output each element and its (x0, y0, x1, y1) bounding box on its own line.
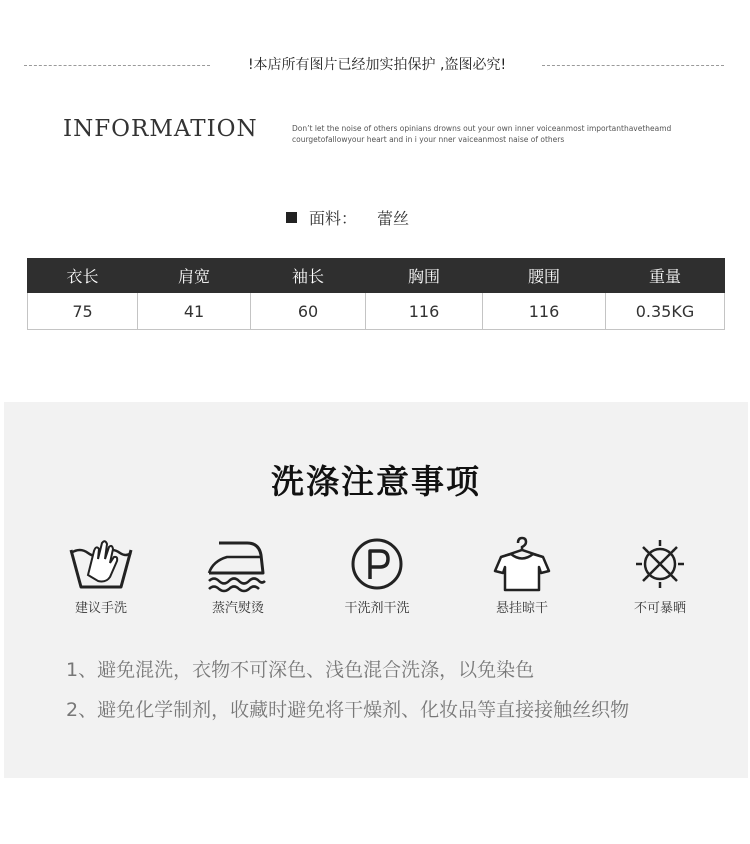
care-label-hang-dry: 悬挂晾干 (495, 601, 548, 616)
cell-waist: 116 (483, 293, 606, 330)
steam-iron-icon (203, 535, 273, 593)
size-table-header-row (28, 259, 725, 293)
dashed-divider-left (24, 65, 210, 66)
header-shoulder: 肩宽 (138, 259, 251, 293)
quote-line-1: Don’t let the noise of others opinians drowns out your own inner voiceanmost importanthavetheamd (292, 124, 672, 133)
cell-shoulder: 41 (138, 293, 251, 330)
no-sun-icon (625, 535, 695, 593)
care-label-hand-wash: 建议手洗 (74, 601, 127, 616)
care-note-2: 2、避免化学制剂，收藏时避免将干燥剂、化妆品等直接接触丝织物 (66, 699, 630, 721)
cell-bust: 116 (366, 293, 483, 330)
information-quote (292, 123, 712, 145)
care-label-dry-clean: 干洗剂干洗 (344, 601, 410, 616)
fabric-label: 面料： (309, 208, 358, 228)
care-item-hand-wash (41, 535, 161, 615)
care-label-no-sun: 不可暴晒 (633, 601, 686, 616)
care-item-dry-clean (317, 535, 437, 615)
quote-line-2: courgetofallowyour heart and in i your nner vaiceanmost naise of others (292, 135, 565, 144)
dry-clean-icon (342, 535, 412, 593)
header-sleeve: 袖长 (251, 259, 366, 293)
care-item-hang-dry (462, 535, 582, 615)
cell-sleeve: 60 (251, 293, 366, 330)
information-heading: INFORMATION (63, 116, 258, 142)
bullet-square-icon (286, 212, 297, 223)
header-bust: 胸围 (366, 259, 483, 293)
dashed-divider-right (542, 65, 724, 66)
care-item-no-sun (600, 535, 720, 615)
table-row (28, 293, 725, 330)
fabric-info (286, 205, 409, 229)
header-waist: 腰围 (483, 259, 606, 293)
cell-weight: 0.35KG (606, 293, 725, 330)
header-length: 衣长 (28, 259, 138, 293)
copyright-notice (24, 54, 724, 76)
care-section (4, 402, 748, 778)
fabric-value: 蕾丝 (377, 208, 410, 228)
hand-wash-icon (66, 535, 136, 593)
care-item-steam-iron (178, 535, 298, 615)
care-label-steam-iron: 蒸汽熨烫 (211, 601, 264, 616)
care-note-1: 1、避免混洗，衣物不可深色、浅色混合洗涤，以免染色 (66, 659, 535, 681)
copyright-notice-text: !本店所有图片已经加实拍保护 ,盗图必究! (247, 57, 507, 73)
hang-dry-icon (487, 535, 557, 593)
header-weight: 重量 (606, 259, 725, 293)
size-table (27, 258, 725, 330)
cell-length: 75 (28, 293, 138, 330)
care-title: 洗涤注意事项 (271, 462, 481, 501)
